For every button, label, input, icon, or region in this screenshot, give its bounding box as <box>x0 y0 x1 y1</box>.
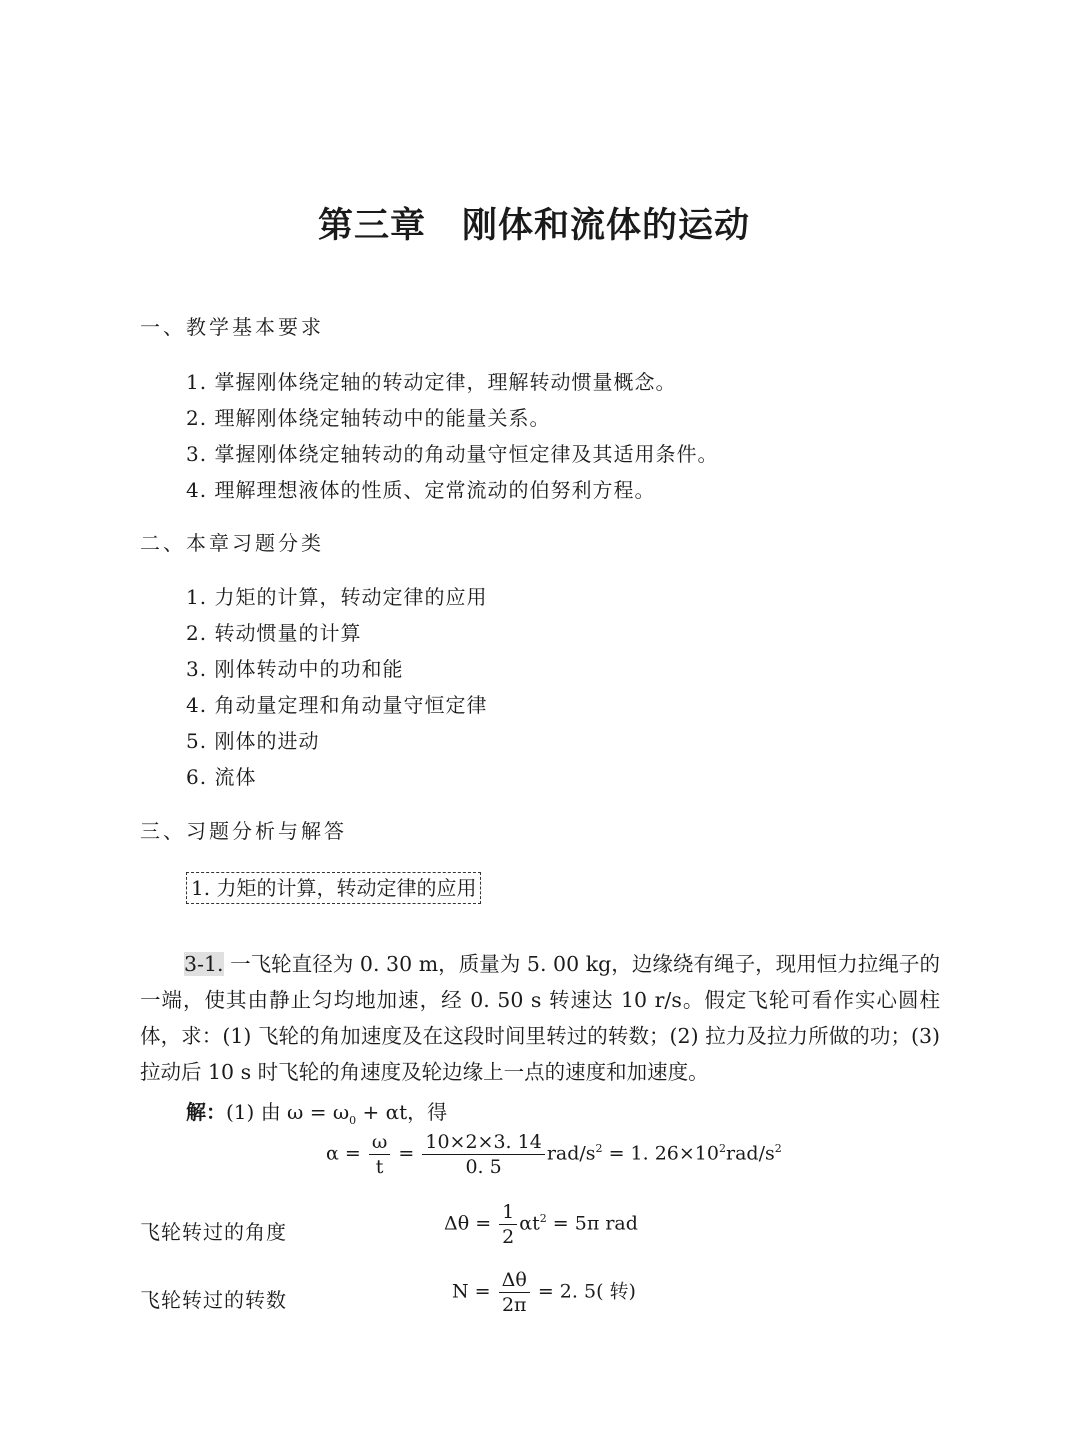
eq3-rhs: = 2. 5( 转) <box>531 1280 636 1303</box>
requirement-item: 4. 理解理想液体的性质、定常流动的伯努利方程。 <box>186 478 656 502</box>
eq1-unit2-sup: 2 <box>774 1142 782 1156</box>
category-item: 3. 刚体转动中的功和能 <box>186 657 404 681</box>
eq1-result: = 1. 26×10 <box>602 1142 719 1165</box>
chapter-title: 第三章 刚体和流体的运动 <box>317 205 750 246</box>
equation-turns <box>452 1268 636 1317</box>
eq1-lhs: α = <box>326 1142 361 1165</box>
solution-step1-tail: + αt，得 <box>356 1100 448 1124</box>
solution-intro <box>186 1096 447 1127</box>
eq1-result-sup: 2 <box>719 1142 726 1156</box>
requirement-item: 3. 掌握刚体绕定轴转动的角动量守恒定律及其适用条件。 <box>186 442 719 466</box>
eq1-unit1: rad/s <box>546 1142 596 1165</box>
category-item: 2. 转动惯量的计算 <box>186 621 362 645</box>
requirement-item: 2. 理解刚体绕定轴转动中的能量关系。 <box>186 406 551 430</box>
category-item: 4. 角动量定理和角动量守恒定律 <box>186 693 488 717</box>
angle-label: 飞轮转过的角度 <box>140 1220 287 1244</box>
eq1-f1-den: t <box>375 1156 384 1178</box>
eq1-fraction-1 <box>369 1130 391 1179</box>
eq2-rhs2: = 5π rad <box>546 1212 638 1235</box>
eq1-unit2: rad/s <box>726 1142 775 1165</box>
category-item: 1. 力矩的计算，转动定律的应用 <box>186 585 488 609</box>
eq3-num: Δθ <box>499 1268 530 1293</box>
eq2-lhs: Δθ = <box>444 1212 492 1235</box>
eq2-rhs1: αt <box>519 1212 540 1235</box>
eq2-rhs1-sup: 2 <box>539 1212 547 1226</box>
problem-text: 一飞轮直径为 0. 30 m，质量为 5. 00 kg，边缘绕有绳子，现用恒力拉绳子的一端，使其由静止匀均地加速，经 0. 50 s 转速达 10 r/s。假定飞轮可看作实心圆柱体，求：(1) 飞轮的角加速度及在这段时间里转过的转数；(2) 拉力及拉力所做的功；(3) 拉动后 10 s 时飞轮的角速度及轮边缘上一点的速度和加速度。 <box>140 952 940 1084</box>
section-heading-categories: 二、本章习题分类 <box>140 531 324 555</box>
eq1-f2-den: 0. 5 <box>465 1156 502 1178</box>
solution-lead: 解： <box>186 1100 226 1124</box>
section-heading-requirements: 一、教学基本要求 <box>140 315 324 339</box>
eq3-lhs: N = <box>452 1280 491 1303</box>
problem-paragraph <box>140 946 940 1090</box>
eq1-fraction-2 <box>422 1130 544 1179</box>
omega-subscript: 0 <box>349 1114 357 1127</box>
eq1-unit1-sup: 2 <box>595 1142 603 1156</box>
eq1-f1-num: ω <box>369 1130 391 1155</box>
turns-label: 飞轮转过的转数 <box>140 1288 287 1312</box>
requirement-item: 1. 掌握刚体绕定轴的转动定律，理解转动惯量概念。 <box>186 370 677 394</box>
eq2-den: 2 <box>502 1226 515 1248</box>
problem-number: 3-1. <box>184 952 224 976</box>
section-heading-solutions: 三、习题分析与解答 <box>140 819 347 843</box>
solution-step1: (1) 由 ω = ω <box>226 1100 350 1124</box>
eq1-equals: = <box>398 1142 415 1165</box>
eq2-num: 1 <box>499 1200 517 1225</box>
eq3-den: 2π <box>501 1294 527 1316</box>
equation-angle <box>444 1200 638 1249</box>
category-item: 6. 流体 <box>186 765 257 789</box>
eq2-fraction <box>499 1200 517 1249</box>
equation-alpha <box>326 1130 782 1179</box>
category-item: 5. 刚体的进动 <box>186 729 320 753</box>
boxed-subtopic: 1. 力矩的计算，转动定律的应用 <box>186 872 481 904</box>
eq1-f2-num: 10×2×3. 14 <box>422 1130 544 1155</box>
eq3-fraction <box>499 1268 530 1317</box>
